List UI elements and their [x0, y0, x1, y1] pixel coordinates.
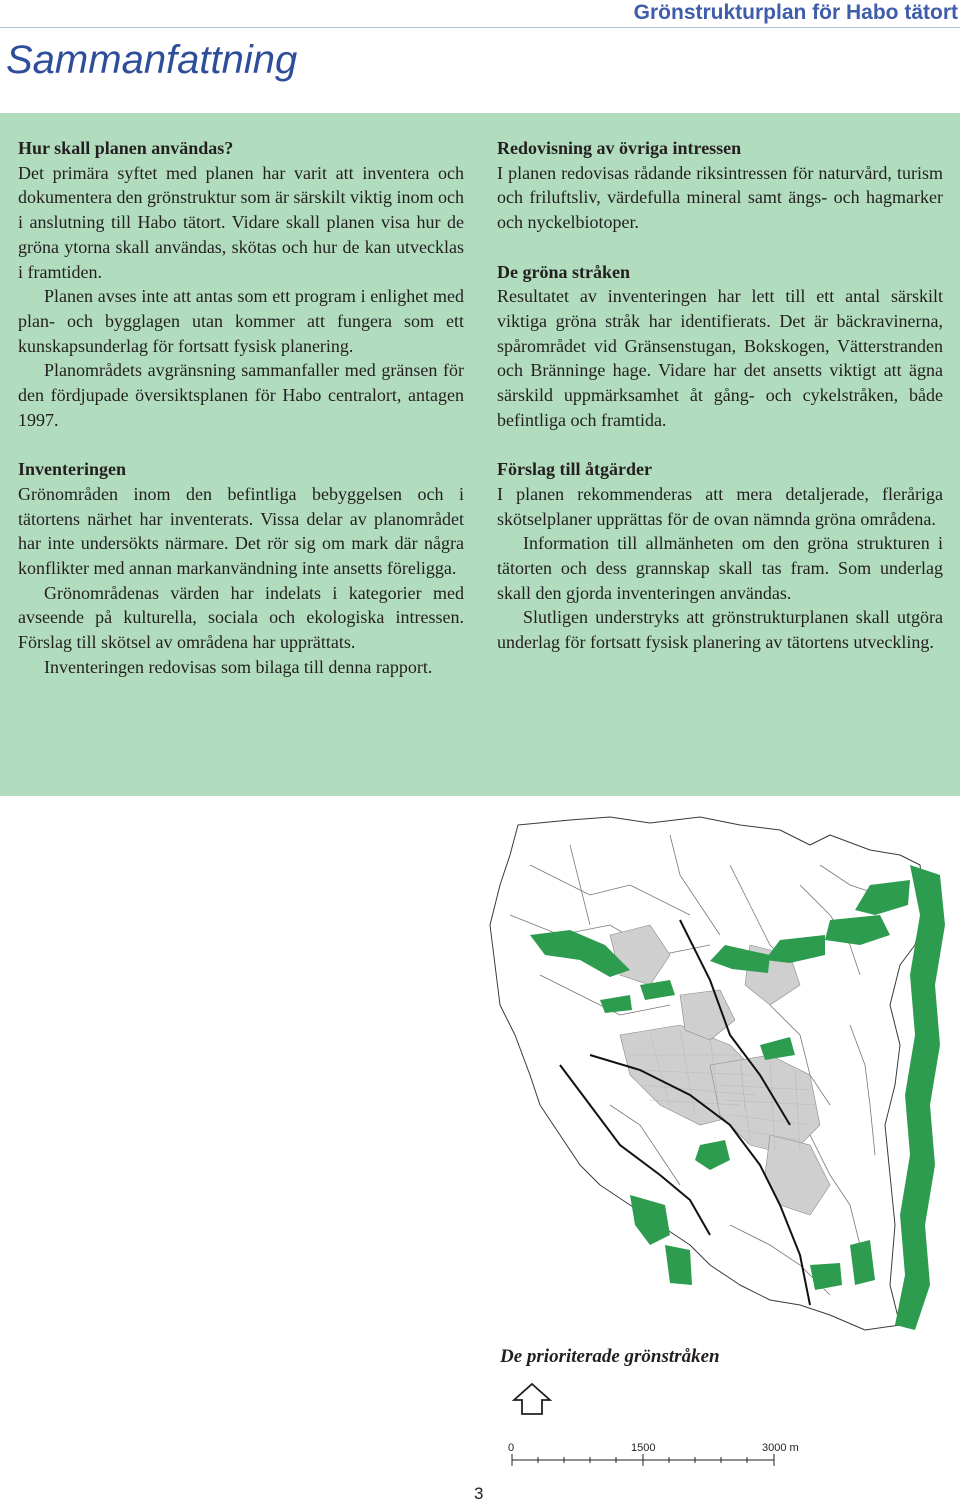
scale-label-1500: 1500: [631, 1442, 656, 1454]
left-column: [18, 136, 464, 679]
paragraph: Resultatet av inventeringen har lett till ett antal särskilt viktiga gröna stråk har identifierats. Det är bäckravinerna, spårområdet vid Gränsenstugan, Bokskogen, Vätterstranden och Bränninge hage. Vidare har det ansetts viktigt att ägna särskild uppmärksamhet åt gång- och cykelstråken, både befintliga och framtida.: [497, 286, 943, 430]
paragraph: I planen rekommenderas att mera detaljerade, fleråriga skötselplaner upprättas för de ovan nämnda gröna områdena.: [497, 483, 943, 529]
green-corridor-map: [470, 805, 960, 1360]
section-heading-inventory: Inventeringen: [18, 459, 126, 480]
paragraph: I planen redovisas rådande riksintressen för naturvård, turism och friluftsliv, värdefulla mineral samt ängs- och hagmarker och nyckelbiotoper.: [497, 162, 943, 233]
paragraph: Slutligen understryks att grönstrukturplanen skall utgöra underlag för fortsatt fysisk planering av tätortens utveckling.: [497, 607, 943, 653]
north-arrow-icon: [512, 1382, 552, 1416]
scale-label-3000: 3000 m: [762, 1442, 799, 1454]
paragraph: Inventeringen redovisas som bilaga till denna rapport.: [44, 656, 433, 677]
right-column: [497, 136, 943, 655]
section-heading-other-interests: Redovisning av övriga intressen: [497, 138, 742, 158]
paragraph: Planen avses inte att antas som ett program i enlighet med plan- och bygglagen utan kommer att fungera som ett kunskapsunderlag för fortsatt fysisk planering.: [18, 286, 464, 356]
header-divider: [0, 27, 960, 28]
page-number: 3: [474, 1484, 484, 1503]
paragraph: Information till allmänheten om den gröna strukturen i tätorten och dess grannskap skall tas fram. Som underlag skall den gjorda inventeringen användas.: [497, 533, 943, 603]
paragraph: Det primära syftet med planen har varit att inventera och dokumentera den grönstruktur som är särskilt viktig inom och i anslutning till Habo tätort. Vidare skall planen visa hur de gröna ytorna skall användas, skötas och hur de kan utvecklas i framtiden.: [18, 162, 464, 282]
running-header-title: Grönstrukturplan för Habo tätort: [633, 1, 958, 24]
map-caption: De prioriterade grönstråken: [500, 1346, 720, 1367]
scale-label-0: 0: [508, 1442, 515, 1454]
paragraph: Grönområden inom den befintliga bebyggelsen och i tätortens närhet har inventerats. Vissa delar av planområdet har inte undersökts närmare. Det rör sig om mark där några konflikter med annan markanvändning inte ansetts föreligga.: [18, 483, 464, 578]
paragraph: Grönområdenas värden har indelats i kategorier med avseende på kulturella, sociala och ekologiska intressen. Förslag till skötsel av områdena har upprättats.: [18, 582, 464, 653]
section-heading-proposed-measures: Förslag till åtgärder: [497, 459, 652, 480]
section-heading-green-corridors: De gröna stråken: [497, 261, 630, 282]
paragraph: Planområdets avgränsning sammanfaller med gränsen för den fördjupade översiktsplanen för Habo centralort, antagen 1997.: [18, 360, 464, 430]
scale-bar: [504, 1438, 804, 1474]
page-title: Sammanfattning: [6, 38, 298, 82]
section-heading-usage: Hur skall planen användas?: [18, 138, 234, 158]
